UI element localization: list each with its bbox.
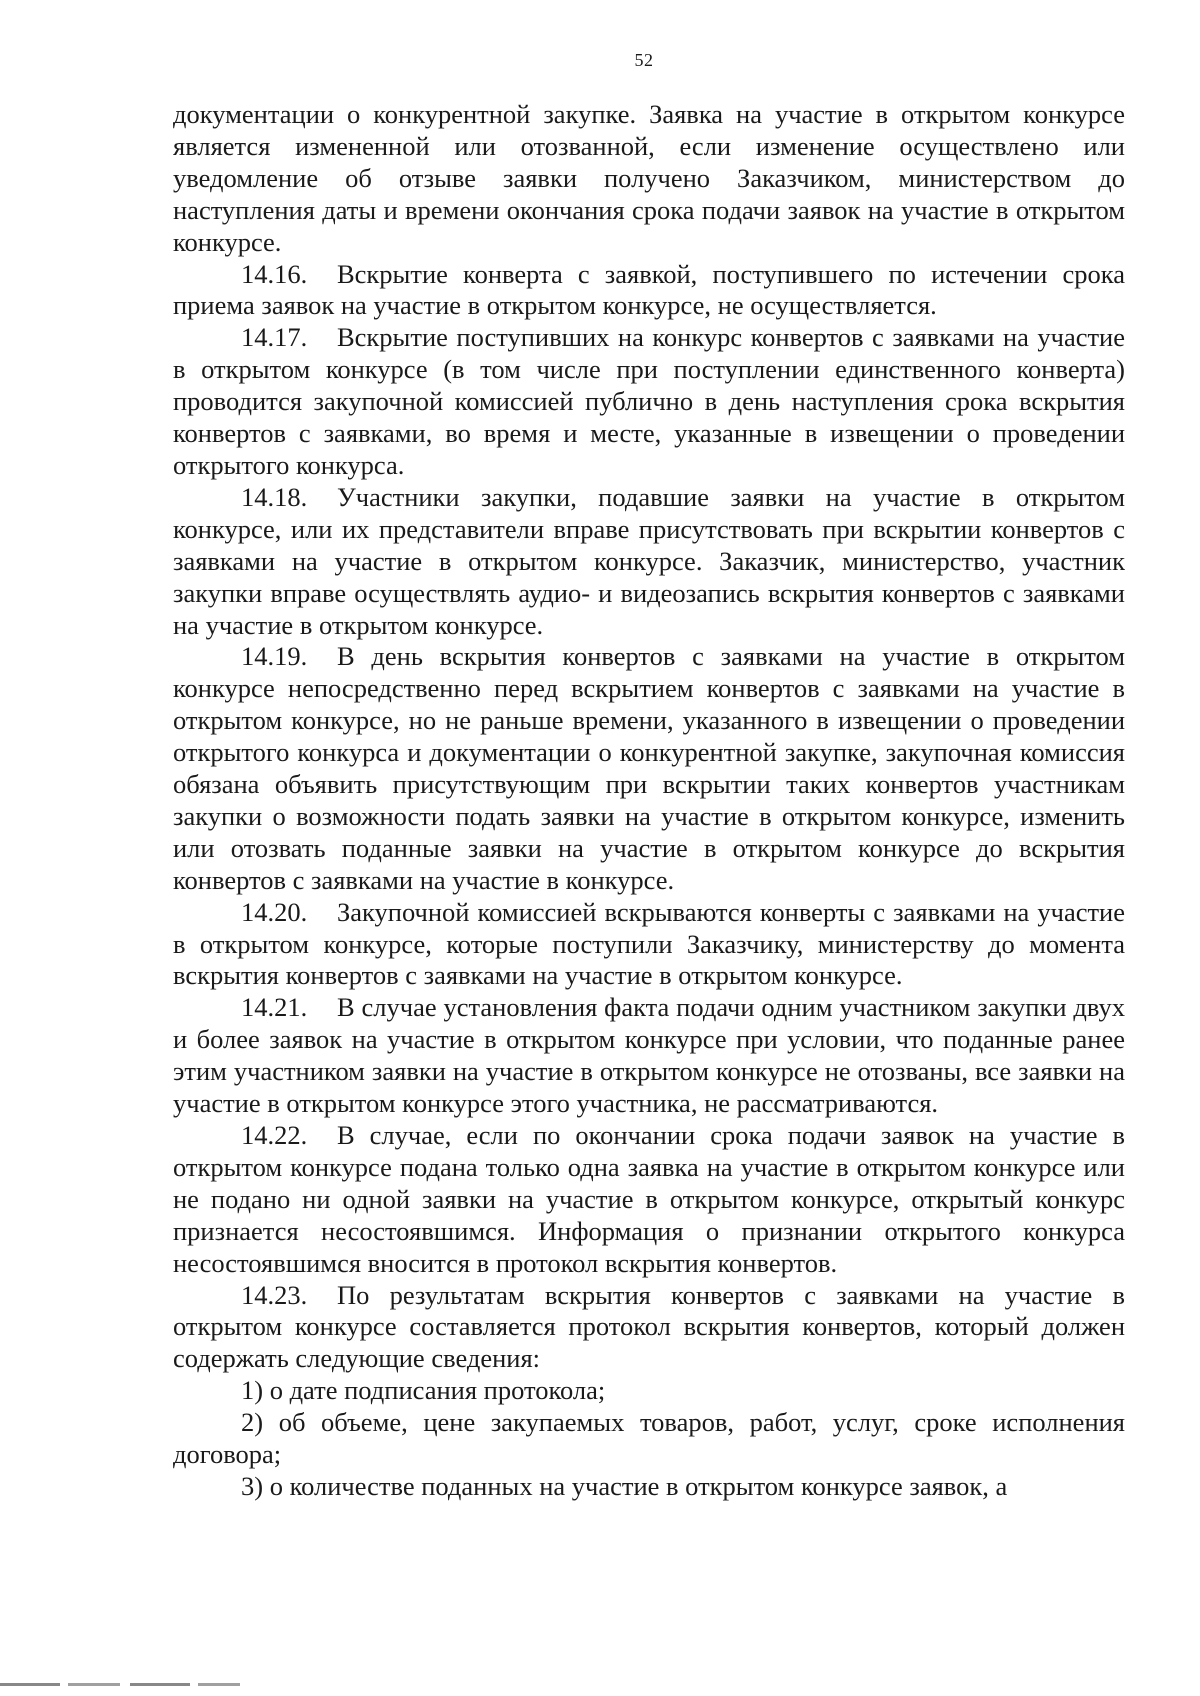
clause-text: В случае, если по окончании срока подачи заявок на участие в открытом конкурсе подана только одна заявка на участие в открытом конкурсе или не подано ни одной заявки на участие в открытом конкурсе, открытый конкурс признается несостоявшимся. Информация о признании открытого конкурса несостоявшимся вносится в протокол вскрытия конвертов. [173,1120,1125,1278]
clause-number: 14.22. [241,1120,308,1150]
list-item-text: об объеме, цене закупаемых товаров, работ, услуг, сроке исполнения договора; [173,1407,1126,1470]
clause-14-19 [173,641,1125,896]
clause-number: 14.23. [241,1279,308,1310]
clause-14-17 [173,322,1125,482]
clause-14-21 [173,992,1125,1120]
list-item [173,1471,1125,1503]
clause-number: 14.18. [241,481,308,512]
clause-text: Участники закупки, подавшие заявки на участие в открытом конкурсе, или их представители вправе присутствовать при вскрытии конвертов с заявками на участие в открытом конкурсе. Заказчик, министерство, участник закупки вправе осуществлять аудио- и видеозапись вскрытия конвертов с заявками на участие в открытом конкурсе. [173,481,1125,640]
clause-text: В день вскрытия конвертов с заявками на участие в открытом конкурсе непосредственно перед вскрытием конвертов с заявками на участие в открытом конкурсе, но не раньше времени, указанного в извещении о проведении открытого конкурса и документации о конкурентной закупке, закупочная комиссия обязана объявить присутствующим при вскрытии таких конвертов участникам закупки о возможности подать заявки на участие в открытом конкурсе, изменить или отозвать поданные заявки на участие в открытом конкурсе до вскрытия конвертов с заявками на участие в конкурсе. [173,641,1125,895]
list-item-number: 1) [241,1375,264,1406]
clause-number: 14.16. [241,258,308,289]
clause-text: Вскрытие поступивших на конкурс конвертов с заявками на участие в открытом конкурсе (в том числе при поступлении единственного конверта) проводится закупочной комиссией публично в день наступления срока вскрытия конвертов с заявками, во время и месте, указанные в извещении о проведении открытого конкурса. [173,322,1125,480]
paragraph-text: документации о конкурентной закупке. Заявка на участие в открытом конкурсе является измененной или отозванной, если изменение осуществлено или уведомление об отзыве заявки получено Заказчиком, министерством до наступления даты и времени окончания срока подачи заявок на участие в открытом конкурсе. [173,99,1125,257]
clause-14-18 [173,482,1125,642]
list-item [173,1407,1125,1471]
clause-number: 14.17. [241,322,308,353]
list-item [173,1375,1125,1407]
clause-text: В случае установления факта подачи одним участником закупки двух и более заявок на участие в открытом конкурсе при условии, что поданные ранее этим участником заявки на участие в открытом конкурсе не отозваны, все заявки на участие в открытом конкурсе этого участника, не рассматриваются. [173,992,1125,1119]
paragraph-continuation [173,99,1125,259]
clause-text: По результатам вскрытия конвертов с заявками на участие в открытом конкурсе составляется протокол вскрытия конвертов, который должен содержать следующие сведения: [173,1279,1125,1374]
clause-14-20 [173,897,1125,993]
clause-14-22 [173,1120,1125,1280]
clause-number: 14.21. [241,992,308,1023]
clause-14-16 [173,259,1125,323]
list-item-number: 3) [241,1470,264,1501]
document-body [173,99,1125,1503]
clause-text: Закупочной комиссией вскрываются конверты с заявками на участие в открытом конкурсе, которые поступили Заказчику, министерству до момента вскрытия конвертов с заявками на участие в открытом конкурсе. [173,896,1125,991]
clause-14-23 [173,1280,1125,1376]
list-item-text: о количестве поданных на участие в открытом конкурсе заявок, а [269,1470,1008,1501]
list-item-text: о дате подписания протокола; [269,1375,606,1406]
clause-number: 14.20. [241,896,308,927]
clause-text: Вскрытие конверта с заявкой, поступившего по истечении срока приема заявок на участие в открытом конкурсе, не осуществляется. [173,258,1125,321]
clause-number: 14.19. [241,641,308,672]
scan-edge-artifact [0,1683,240,1686]
list-item-number: 2) [241,1407,264,1438]
page-number: 52 [634,50,654,70]
